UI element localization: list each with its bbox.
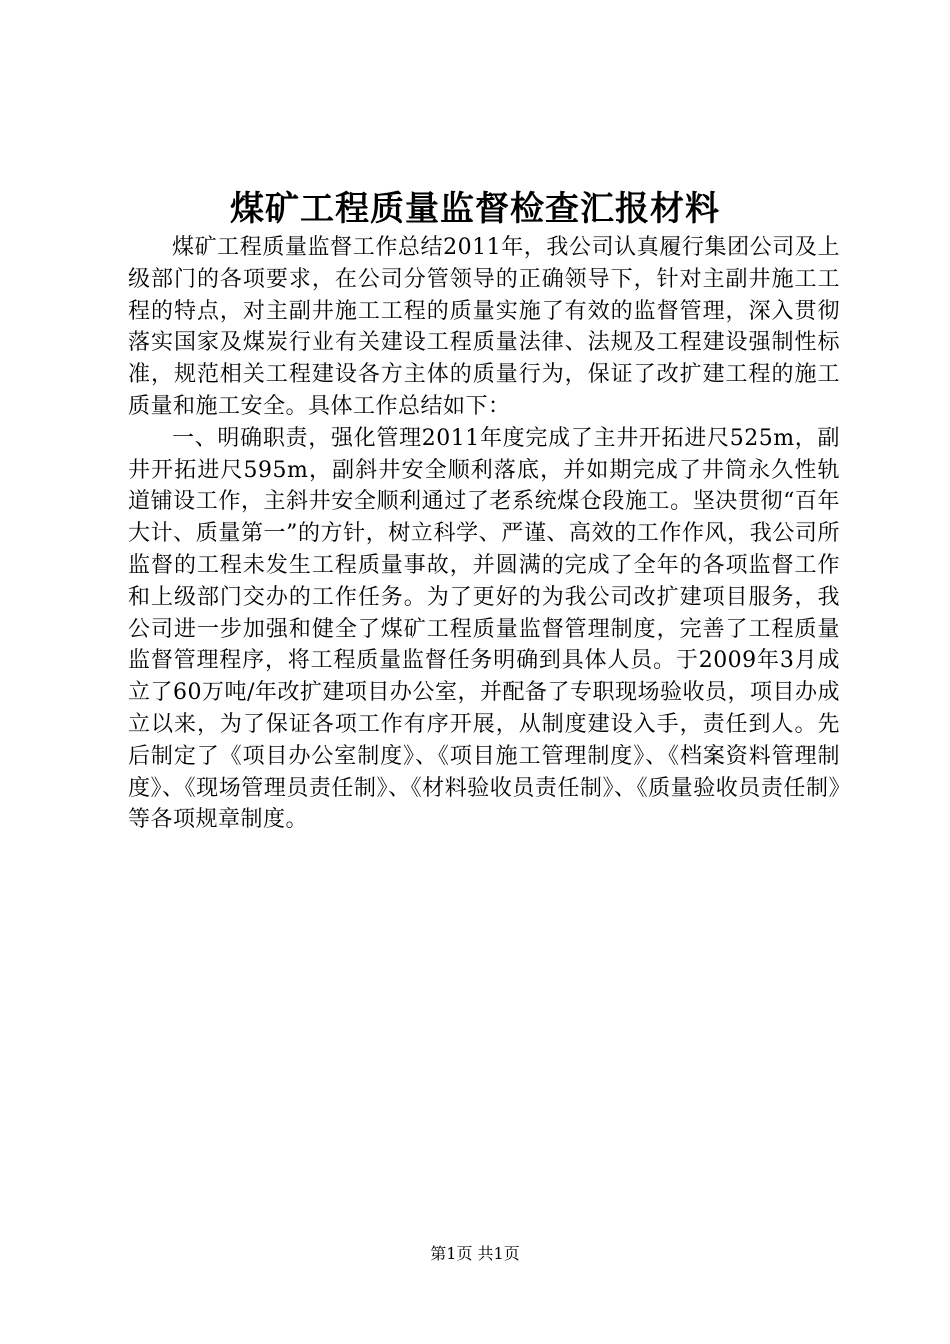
page-number-footer: 第1页 共1页 bbox=[430, 1244, 520, 1263]
paragraph-intro: 煤矿工程质量监督工作总结2011年，我公司认真履行集团公司及上级部门的各项要求，在公司分管领导的正确领导下，针对主副井施工工程的特点，对主副井施工工程的质量实施了有效的监督管理，深入贯彻落实国家及煤炭行业有关建设工程质量法律、法规及工程建设强制性标准，规范相关工程建设各方主体的质量行为，保证了改扩建工程的施工质量和施工安全。具体工作总结如下： bbox=[128, 235, 840, 419]
document-title: 煤矿工程质量监督检查汇报材料 bbox=[230, 189, 720, 229]
paragraph-section-one: 一、明确职责，强化管理2011年度完成了主井开拓进尺525m，副井开拓进尺595m，副斜井安全顺利落底，并如期完成了井筒永久性轨道铺设工作，主斜井安全顺利通过了老系统煤仓段施工。坚决贯彻“百年大计、质量第一”的方针，树立科学、严谨、高效的工作作风，我公司所监督的工程未发生工程质量事故，并圆满的完成了全年的各项监督工作和上级部门交办的工作任务。为了更好的为我公司改扩建项目服务，我公司进一步加强和健全了煤矿工程质量监督管理制度，完善了工程质量监督管理程序，将工程质量监督任务明确到具体人员。于2009年3月成立了60万吨/年改扩建项目办公室，并配备了专职现场验收员，项目办成立以来，为了保证各项工作有序开展，从制度建设入手，责任到人。先后制定了《项目办公室制度》、《项目施工管理制度》、《档案资料管理制度》、《现场管理员责任制》、《材料验收员责任制》、《质量验收员责任制》等各项规章制度。 bbox=[128, 425, 840, 833]
document-body bbox=[128, 232, 840, 836]
